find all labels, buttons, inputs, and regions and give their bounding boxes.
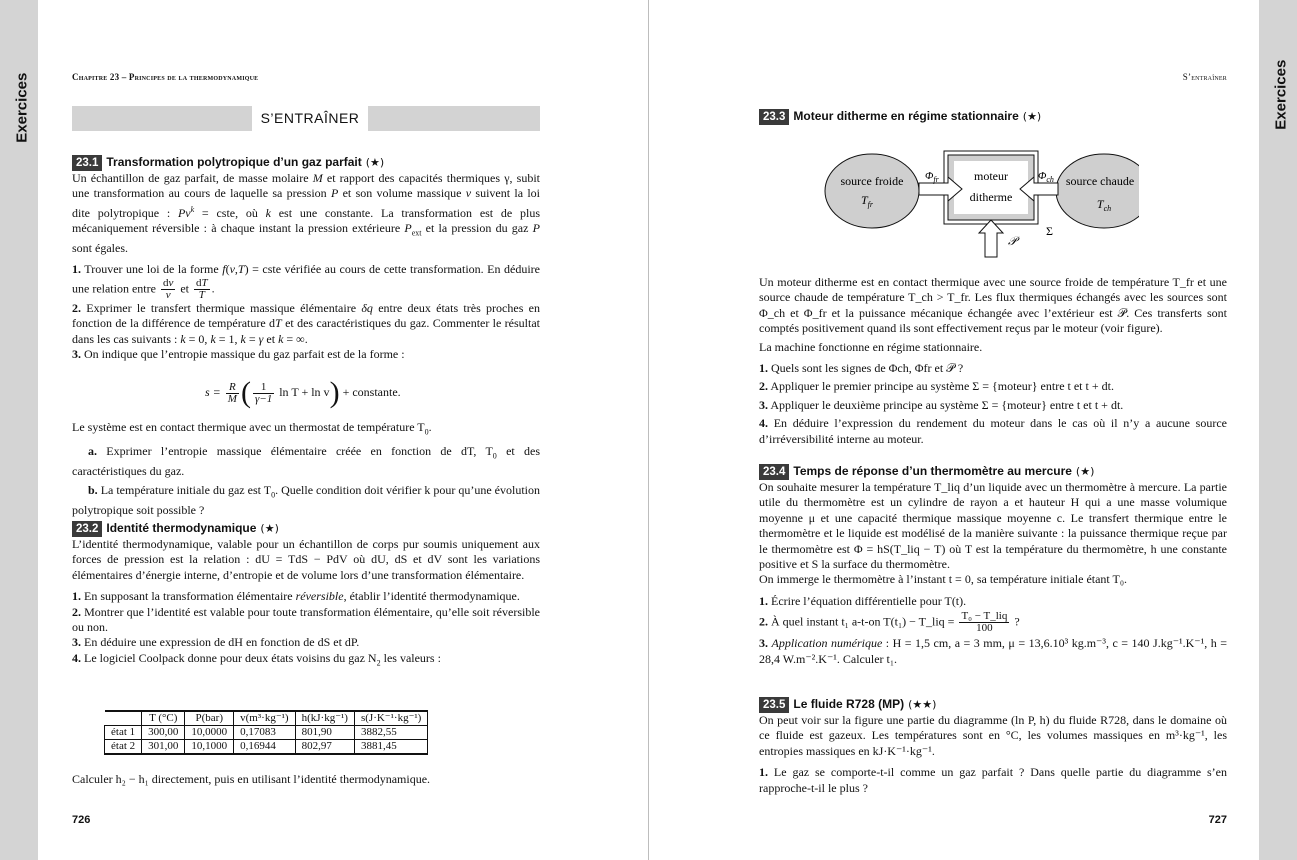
question-3: 3. Appliquer le deuxième principe au système Σ = {moteur} entre t et t + dt.	[759, 397, 1124, 412]
question-1: 1. Quels sont les signes de Φch, Φfr et 𝒫 ?	[759, 361, 964, 376]
immersion-statement: On immerge le thermomètre à l’instant t = 0, sa température initiale étant T₀.	[759, 572, 1128, 587]
table-row	[105, 726, 428, 740]
difficulty-stars: (★)	[1022, 110, 1042, 123]
exercise-intro: Un échantillon de gaz parfait, de masse molaire M et rapport des capacités thermiques γ, subit une transformation au cours de laquelle sa pression P et son volume massique v suivent la loi dite polytropique : $Pv^k$ = cste, où k est une constante. La transformation est de plus mécaniquement réversible : à chaque instant la pression extérieure $P_{ext}$ et la pression du gaz P sont égales.	[72, 171, 540, 256]
exercise-intro: On peut voir sur la figure une partie du diagramme (ln P, h) du fluide R728, dans le domaine où ce fluide est gazeux. Les températures sont en °C, les volumes massiques en m³·kg⁻¹, les entropies massiques en kJ·K⁻¹·kg⁻¹.	[759, 713, 1227, 758]
table-cell: état 1	[105, 726, 142, 740]
table-header-cell: v(m³·kg⁻¹)	[234, 711, 295, 726]
difficulty-stars: (★★)	[908, 698, 937, 711]
engine-label-2: ditherme	[969, 190, 1013, 204]
question-b: b. La température initiale du gaz est $T_0$. Quelle condition doit vérifier k pour qu’une évolution polytropique soit possible ?	[72, 483, 540, 517]
exercise-heading	[72, 154, 540, 171]
cold-source-temperature: $T_{fr}$	[860, 193, 874, 209]
question-1: 1. En supposant la transformation élémentaire réversible, établir l’identité thermodynamique.	[72, 589, 520, 604]
exercise-23-5	[759, 696, 1227, 796]
table-header-cell: T (°C)	[142, 711, 185, 726]
exercise-intro: Un moteur ditherme est en contact thermique avec une source froide de température T_fr et une source chaude de température T_ch > T_fr. Les flux thermiques échangés avec les sources sont Φ_ch et Φ_fr et la puissance mécanique échangée avec l’extérieur est 𝒫. Ces transferts sont comptés positivement quand ils sont effectivement reçus par le moteur (voir figure).	[759, 275, 1227, 336]
question-4: 4. Le logiciel Coolpack donne pour deux états voisins du gaz $N_2$ les valeurs :	[72, 650, 441, 668]
hot-source-ellipse	[1056, 154, 1139, 228]
exercise-23-4	[759, 463, 1227, 667]
running-head: S’entraîner	[1182, 72, 1227, 82]
question-1: 1. Trouver une loi de la forme f(v,T) = cste vérifiée au cours de cette transformation. En déduire une relation entre $\frac{dv}{v}$ et $\frac{dT}{T}$ .	[72, 262, 540, 301]
exercise-title: Le fluide R728 (MP)	[793, 697, 905, 711]
engine-label-1: moteur	[974, 169, 1008, 183]
table-cell: état 2	[105, 740, 142, 755]
right-page	[759, 0, 1227, 860]
question-4: 4. En déduire l’expression du rendement du moteur dans le cas où il n’y a aucune source d’irréversibilité interne au moteur.	[759, 416, 1227, 446]
hot-source-temperature: $T_{ch}$	[1096, 197, 1112, 213]
page-number: 727	[1208, 814, 1227, 826]
table-header-cell: h(kJ·kg⁻¹)	[295, 711, 354, 726]
exercise-number: 23.1	[72, 155, 102, 171]
side-tab-label: Exercices	[1272, 59, 1290, 130]
question-a: a. Exprimer l’entropie massique élémentaire créée en fonction de dT, $T_0$ et des caractéristiques du gaz.	[72, 443, 540, 478]
table-cell: 300,00	[142, 726, 185, 740]
question-1: 1. Écrire l’équation différentielle pour T(t).	[759, 593, 967, 608]
exercise-title: Identité thermodynamique	[106, 521, 257, 535]
exercise-heading	[759, 696, 1227, 713]
after-table-text: Calculer h₂ − h₁ directement, puis en utilisant l’identité thermodynamique.	[72, 772, 431, 786]
entropy-equation: s = $\frac{R}{M}$ ( $\frac{1}{\gamma-1}$ ln T + ln v) + constante.	[205, 376, 401, 409]
side-tab-right	[1259, 0, 1297, 860]
section-title: S’ENTRAÎNER	[252, 106, 368, 131]
table-cell: 10,1000	[185, 740, 234, 755]
table-header-cell: s(J·K⁻¹·kg⁻¹)	[354, 711, 427, 726]
question-2: 2. Appliquer le premier principe au système Σ = {moteur} entre t et t + dt.	[759, 379, 1114, 394]
exercise-number: 23.5	[759, 697, 789, 713]
side-tab-label: Exercices	[13, 72, 31, 143]
cold-source-label: source froide	[840, 174, 904, 188]
side-tab-left	[0, 0, 38, 860]
sigma-label: Σ	[1046, 224, 1053, 238]
table-header-row	[105, 711, 428, 726]
difficulty-stars: (★)	[1075, 465, 1095, 478]
table-cell: 3882,55	[354, 726, 427, 740]
table-header-cell: P(bar)	[185, 711, 234, 726]
exercise-title: Transformation polytropique d’un gaz parfait	[106, 155, 362, 169]
exercise-23-1	[72, 154, 540, 362]
exercise-23-1-continued	[72, 420, 540, 518]
hot-flux-label: $\Phi_{ch}$	[1038, 170, 1054, 184]
table-cell: 301,00	[142, 740, 185, 755]
table-cell: 0,16944	[234, 740, 295, 755]
regime-statement: La machine fonctionne en régime stationnaire.	[759, 339, 983, 354]
table-cell: 801,90	[295, 726, 354, 740]
exercise-heading	[759, 108, 1227, 125]
question-2: 2. À quel instant t₁ a-t-on T(t₁) − T_liq = $\frac{\text{T₀ − T\_liq}}{100}$ ?	[759, 610, 1020, 635]
question-2: 2. Montrer que l’identité est valable pour toute transformation élémentaire, qu’elle soit réversible ou non.	[72, 604, 540, 635]
contact-statement: Le système est en contact thermique avec un thermostat de température $T_0$.	[72, 420, 432, 437]
question-2: 2. Exprimer le transfert thermique massique élémentaire δq entre deux états très proches en fonction de la différence de température dT et des caractéristiques du gaz. Commenter le résultat dans les cas suivants : k = 0, k = 1, k = γ et k = ∞.	[72, 300, 540, 346]
difficulty-stars: (★)	[260, 522, 279, 535]
exercise-number: 23.2	[72, 521, 102, 537]
exercise-heading	[759, 463, 1227, 480]
running-head: Chapitre 23 – Principes de la thermodynamique	[72, 72, 259, 82]
table-cell: 10,0000	[185, 726, 234, 740]
section-banner	[72, 106, 540, 131]
engine-diagram	[824, 145, 1139, 260]
state-table	[104, 710, 428, 755]
table-cell: 802,97	[295, 740, 354, 755]
exercise-number: 23.3	[759, 109, 789, 125]
question-3: 3. En déduire une expression de dH en fonction de dS et dP.	[72, 635, 360, 650]
exercise-title: Temps de réponse d’un thermomètre au mercure	[793, 464, 1072, 478]
question-3: 3. Application numérique : H = 1,5 cm, a = 3 mm, μ = 13,6.10³ kg.m⁻³, c = 140 J.kg⁻¹.K⁻¹, h = 28,4 W.m⁻².K⁻¹. Calculer t₁.	[759, 636, 1227, 666]
exercise-23-2	[72, 520, 540, 671]
difficulty-stars: (★)	[365, 156, 385, 169]
exercise-23-3-text	[759, 275, 1227, 447]
exercise-intro: On souhaite mesurer la température T_liq d’un liquide avec un thermomètre à mercure. La partie utile du thermomètre est un cylindre de rayon a et hauteur H qui a une masse volumique moyenne μ et une capacité thermique massique moyenne c. Le transfert thermique entre le thermomètre et le liquide est modélisé de la manière suivante : la puissance thermique reçue par le thermomètre est Φ = hS(T_liq − T) où T est la température du thermomètre, h une constante positive et S la surface du thermomètre.	[759, 480, 1227, 572]
table-header-cell	[105, 711, 142, 726]
exercise-intro: L’identité thermodynamique, valable pour un échantillon de corps pur soumis uniquement aux forces de pression est la relation : dU = TdS − PdV où dU, dS et dV sont les variations élémentaires d’énergie interne, d’entropie et de volume lors d’une transformation élémentaire.	[72, 537, 540, 582]
page-number: 726	[72, 814, 91, 826]
cold-source-ellipse	[825, 154, 919, 228]
question-3: 3. On indique que l’entropie massique du gaz parfait est de la forme :	[72, 347, 405, 362]
exercise-number: 23.4	[759, 464, 789, 480]
table-cell: 0,17083	[234, 726, 295, 740]
question-1: 1. Le gaz se comporte-t-il comme un gaz parfait ? Dans quelle partie du diagramme s’en rapproche-t-il le plus ?	[759, 765, 1227, 795]
book-gutter	[648, 0, 649, 860]
exercise-heading	[72, 520, 540, 537]
exercise-title: Moteur ditherme en régime stationnaire	[793, 109, 1019, 123]
left-page	[72, 0, 540, 860]
cold-flux-label: $\Phi_{fr}$	[925, 170, 939, 184]
table-row	[105, 740, 428, 755]
exercise-23-3	[759, 108, 1227, 125]
work-label: 𝒫	[1008, 234, 1017, 248]
hot-source-label: source chaude	[1065, 174, 1135, 188]
work-arrow	[979, 220, 1003, 257]
table-cell: 3881,45	[354, 740, 427, 755]
